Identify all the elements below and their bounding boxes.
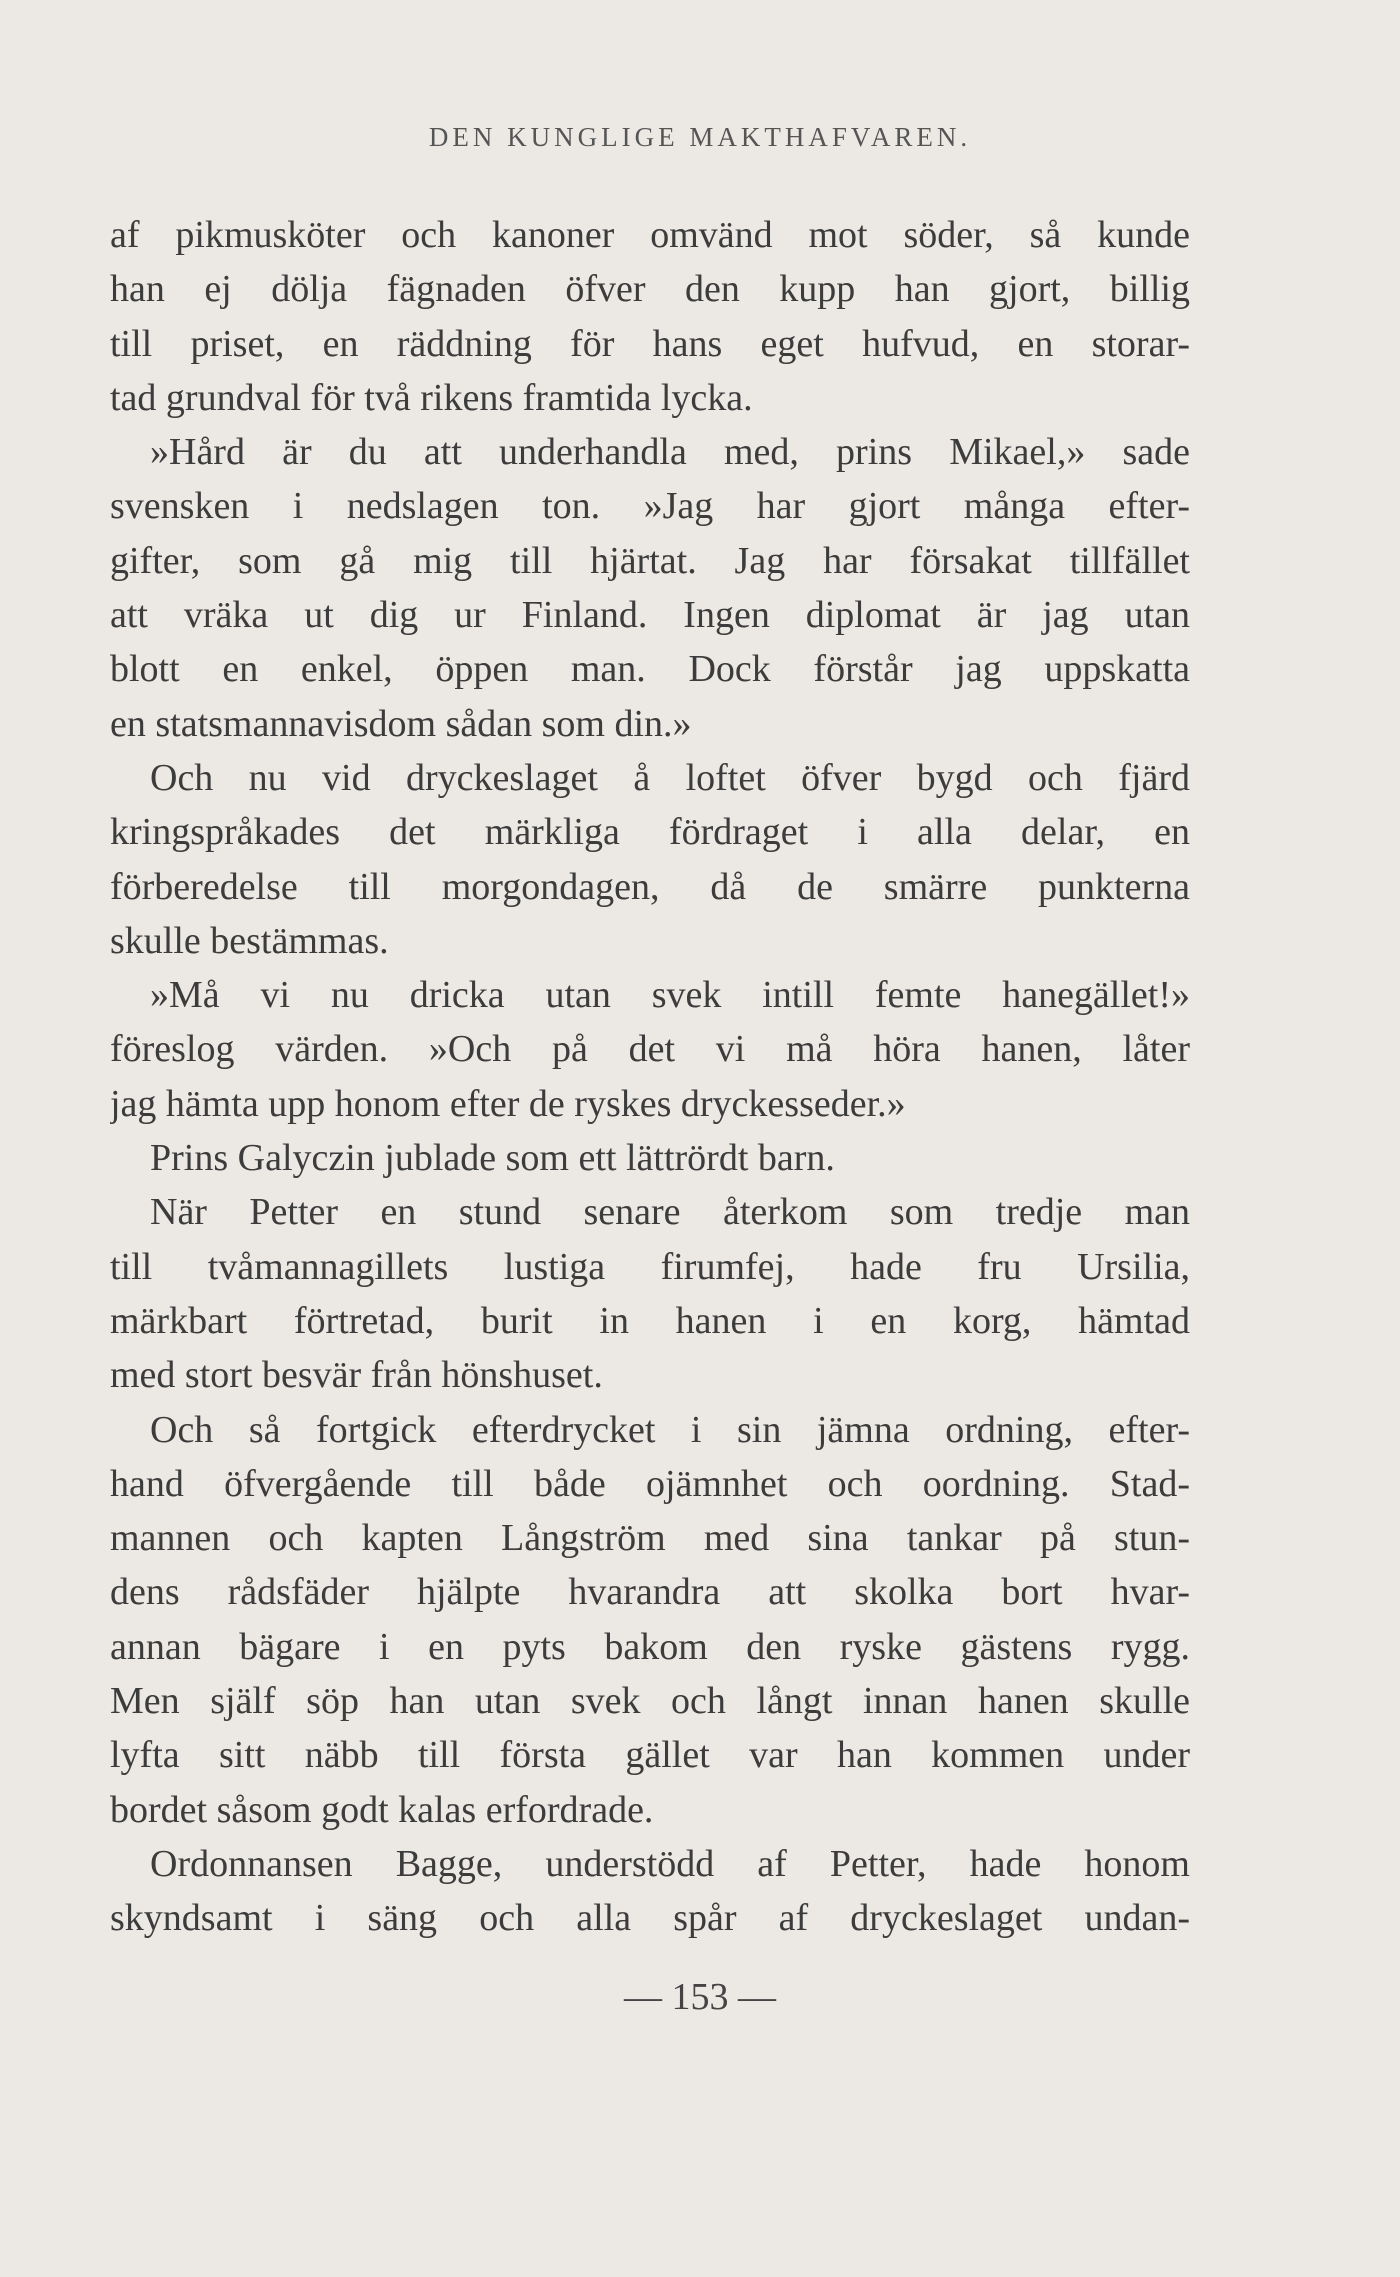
text-line: gifter, som gå mig till hjärtat. Jag har försakat tillfället xyxy=(110,539,1190,582)
text-line: blott en enkel, öppen man. Dock förstår jag uppskatta xyxy=(110,648,1190,691)
text-line: Och nu vid dryckeslaget å loftet öfver bygd och fjärd xyxy=(150,756,1190,799)
text-line: af pikmusköter och kanoner omvänd mot söder, så kunde xyxy=(110,214,1190,256)
text-line: lyfta sitt näbb till första gället var han kommen under xyxy=(110,1734,1190,1777)
text-line: jag hämta upp honom efter de ryskes dryckesseder.» xyxy=(110,1082,906,1125)
running-head: DEN KUNGLIGE MAKTHAFVAREN. xyxy=(428,122,972,152)
text-line: »Hård är du att underhandla med, prins Mikael,» sade xyxy=(150,431,1190,474)
text-line: dens rådsfäder hjälpte hvarandra att skolka bort hvar- xyxy=(110,1571,1190,1614)
text-line: bordet såsom godt kalas erfordrade. xyxy=(110,1788,654,1831)
text-line: mannen och kapten Långström med sina tankar på stun- xyxy=(110,1517,1190,1560)
text-line: han ej dölja fägnaden öfver den kupp han gjort, billig xyxy=(110,268,1190,311)
text-line: förberedelse till morgondagen, då de smärre punkterna xyxy=(110,865,1190,908)
text-line: annan bägare i en pyts bakom den ryske gästens rygg. xyxy=(110,1625,1190,1668)
text-line: skyndsamt i säng och alla spår af dryckeslaget undan- xyxy=(110,1897,1190,1940)
text-line: att vräka ut dig ur Finland. Ingen diplomat är jag utan xyxy=(110,594,1190,637)
text-line: Men själf söp han utan svek och långt innan hanen skulle xyxy=(110,1680,1190,1723)
text-line: märkbart förtretad, burit in hanen i en korg, hämtad xyxy=(110,1299,1190,1342)
text-line: Och så fortgick efterdrycket i sin jämna ordning, efter- xyxy=(150,1408,1190,1451)
text-line: till priset, en räddning för hans eget hufvud, en storar- xyxy=(110,322,1190,365)
text-line: svensken i nedslagen ton. »Jag har gjort många efter- xyxy=(110,485,1190,528)
text-line: tad grundval för två rikens framtida lycka. xyxy=(110,376,753,419)
text-line: När Petter en stund senare återkom som tredje man xyxy=(150,1191,1190,1234)
text-line: till tvåmannagillets lustiga firumfej, hade fru Ursilia, xyxy=(110,1245,1190,1288)
body-text xyxy=(110,208,1190,1946)
text-line: skulle bestämmas. xyxy=(110,919,389,962)
page-number: — 153 — xyxy=(624,1976,776,2018)
text-line: hand öfvergående till både ojämnhet och oordning. Stad- xyxy=(110,1462,1190,1505)
text-line: »Må vi nu dricka utan svek intill femte hanegället!» xyxy=(150,974,1190,1017)
text-line: kringspråkades det märkliga fördraget i alla delar, en xyxy=(110,811,1190,854)
text-line: Prins Galyczin jublade som ett lättrördt barn. xyxy=(150,1137,835,1180)
text-line: föreslog värden. »Och på det vi må höra hanen, låter xyxy=(110,1028,1190,1071)
text-line: en statsmannavisdom sådan som din.» xyxy=(110,702,692,745)
text-line: Ordonnansen Bagge, understödd af Petter, hade honom xyxy=(150,1842,1190,1885)
text-line: med stort besvär från hönshuset. xyxy=(110,1354,603,1397)
